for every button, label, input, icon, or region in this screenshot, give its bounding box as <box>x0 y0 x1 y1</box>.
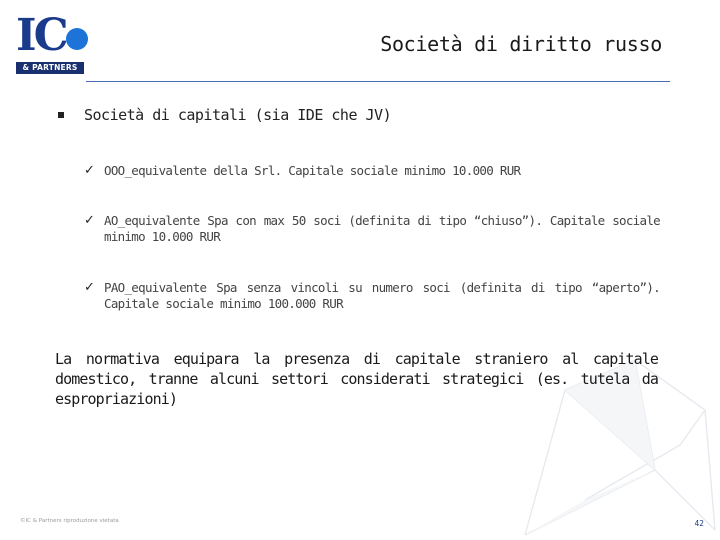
company-logo <box>16 10 86 74</box>
logo-letters: IC <box>16 10 66 61</box>
title-divider <box>86 81 670 82</box>
logo-dot-icon <box>66 28 88 50</box>
square-bullet-icon <box>58 112 64 118</box>
logo-tagline: & PARTNERS <box>16 62 84 74</box>
list-item-text: AO_equivalente Spa con max 50 soci (definita di tipo “chiuso”). Capitale sociale minimo 10.000 RUR <box>104 213 660 244</box>
list-item-text: PAO_equivalente Spa senza vincoli su numero soci (definita di tipo “aperto”). Capitale sociale minimo 100.000 RUR <box>104 280 660 311</box>
list-item <box>84 163 660 179</box>
checkmark-icon: ✓ <box>84 163 95 178</box>
slide-title: Società di diritto russo <box>380 32 662 56</box>
conclusion-text: La normativa equipara la presenza di capitale straniero al capitale domestico, tranne alcuni settori considerati strategici (es. tutela da espropriazioni) <box>55 350 658 408</box>
footer-copyright: ©IC & Partners riproduzione vietata <box>20 518 119 524</box>
checkmark-icon: ✓ <box>84 213 95 228</box>
page-number: 42 <box>694 519 704 528</box>
section-heading: Società di capitali (sia IDE che JV) <box>84 106 392 124</box>
list-item-text: OOO_equivalente della Srl. Capitale sociale minimo 10.000 RUR <box>104 163 521 178</box>
checkmark-icon: ✓ <box>84 280 95 295</box>
list-item <box>84 213 660 245</box>
list-item <box>84 280 660 312</box>
